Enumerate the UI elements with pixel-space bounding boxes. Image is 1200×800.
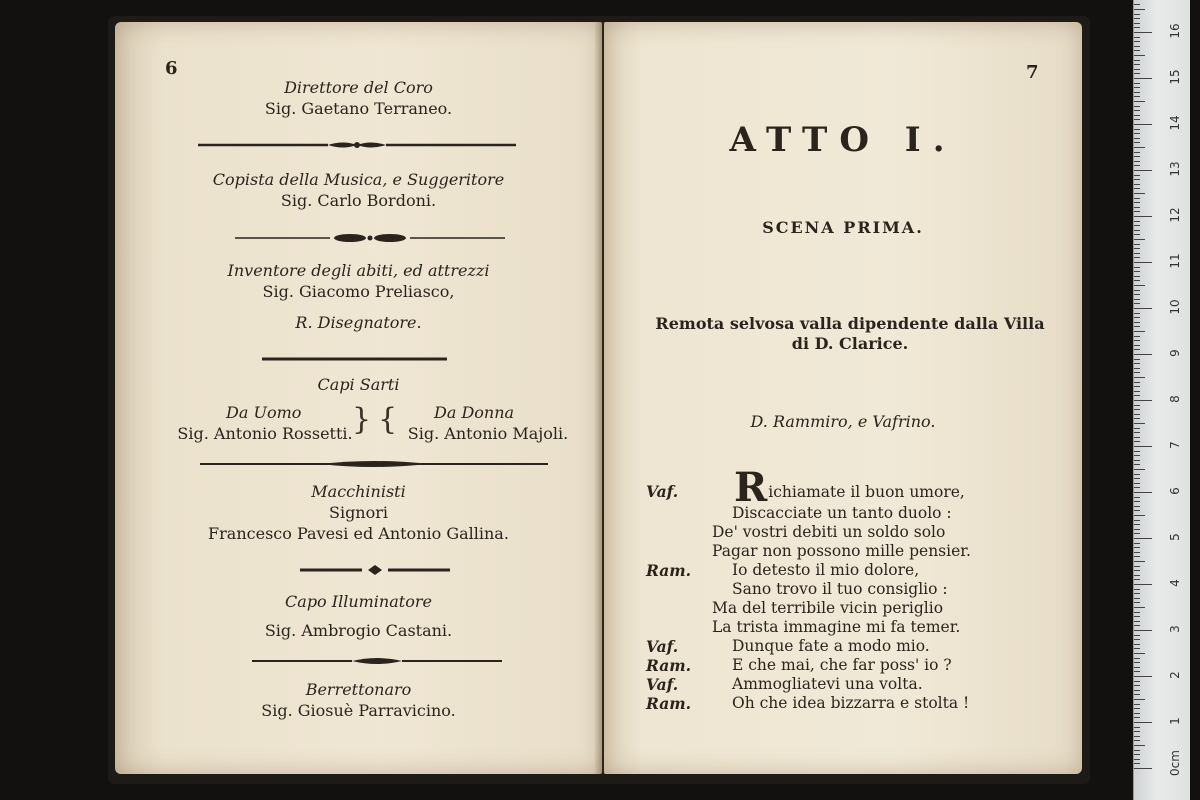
ruler-tick xyxy=(1134,138,1140,139)
credit-subhead: Signori xyxy=(328,503,389,522)
ruler-number: 8 xyxy=(1168,395,1182,403)
credit-name: Sig. Carlo Bordoni. xyxy=(280,191,437,210)
speaker-label: Vaf. xyxy=(646,637,679,656)
ruler-tick xyxy=(1134,188,1140,189)
ruler-number: 3 xyxy=(1168,625,1182,633)
ruler-tick xyxy=(1134,418,1140,419)
verse-rest: ichiamate il buon umore, xyxy=(768,483,965,501)
ruler-tick xyxy=(1134,382,1140,383)
credit-berrettonaro xyxy=(115,680,602,720)
verse-text: Pagar non possono mille pensier. xyxy=(712,542,971,560)
ruler-tick xyxy=(1134,359,1140,360)
ruler-tick xyxy=(1134,694,1140,695)
credit-role: Inventore degli abiti, ed attrezzi xyxy=(227,261,490,280)
ornamental-rule xyxy=(252,656,502,666)
ruler-tick xyxy=(1134,285,1145,286)
ruler-tick xyxy=(1134,9,1145,10)
scene-setting xyxy=(640,314,1060,354)
brace-right: } xyxy=(352,402,372,437)
ruler-number: 13 xyxy=(1168,161,1182,177)
ruler-tick xyxy=(1134,271,1140,272)
plain-rule xyxy=(262,354,447,364)
ruler-tick xyxy=(1134,533,1140,534)
credit-role: Da Uomo xyxy=(226,403,302,422)
ruler-tick xyxy=(1134,662,1140,663)
ruler-tick xyxy=(1134,239,1145,240)
ruler-tick xyxy=(1134,405,1140,406)
ruler-tick xyxy=(1134,621,1140,622)
ruler-number: 4 xyxy=(1168,579,1182,587)
ruler-tick xyxy=(1134,147,1145,148)
ruler-tick xyxy=(1134,423,1145,424)
ruler-tick xyxy=(1134,731,1140,732)
ruler-tick xyxy=(1134,552,1140,553)
ruler-tick xyxy=(1134,750,1140,751)
credit-role: Copista della Musica, e Suggeritore xyxy=(212,170,505,189)
setting-line: di D. Clarice. xyxy=(791,334,909,353)
ruler-tick xyxy=(1134,740,1140,741)
ruler-tick xyxy=(1134,437,1140,438)
credit-copista xyxy=(115,170,602,210)
verse-text: Sano trovo il tuo consiglio : xyxy=(732,580,948,598)
ruler-tick xyxy=(1134,106,1140,107)
ruler-number: 16 xyxy=(1168,23,1182,39)
ruler-tick xyxy=(1134,336,1140,337)
ruler-tick xyxy=(1134,184,1140,185)
ornamental-rule xyxy=(198,140,516,150)
dialogue-line xyxy=(646,599,1066,618)
ruler-tick xyxy=(1134,225,1140,226)
ruler-tick xyxy=(1134,276,1140,277)
ruler-tick xyxy=(1134,593,1140,594)
section-heading: Capi Sarti xyxy=(317,375,400,394)
ruler-tick xyxy=(1134,639,1140,640)
ruler-tick xyxy=(1134,699,1145,700)
ruler-tick xyxy=(1134,363,1140,364)
ruler-tick xyxy=(1134,625,1140,626)
ruler-tick xyxy=(1134,248,1140,249)
dialogue-line xyxy=(646,504,1066,523)
ruler-tick xyxy=(1134,101,1145,102)
ruler-tick xyxy=(1134,428,1140,429)
ruler-tick xyxy=(1134,510,1140,511)
ruler-tick xyxy=(1134,142,1140,143)
ornamental-rule xyxy=(300,565,450,575)
dialogue-line xyxy=(646,542,1066,561)
ruler-number: 5 xyxy=(1168,533,1182,541)
credit-name: Sig. Giacomo Preliasco, xyxy=(262,282,455,301)
ruler-tick xyxy=(1134,690,1140,691)
ruler-tick xyxy=(1134,244,1140,245)
ruler-number: 9 xyxy=(1168,349,1182,357)
ruler-tick xyxy=(1134,759,1140,760)
capi-sarti-right xyxy=(398,403,578,443)
ruler-tick xyxy=(1134,280,1140,281)
ruler-tick xyxy=(1134,658,1140,659)
ruler-tick xyxy=(1134,308,1152,309)
ruler-tick xyxy=(1134,685,1140,686)
dialogue-line xyxy=(646,618,1066,637)
ruler-tick xyxy=(1134,708,1140,709)
ruler-tick xyxy=(1134,69,1140,70)
ruler-tick xyxy=(1134,290,1140,291)
ruler-tick xyxy=(1134,4,1140,5)
speaker-label: Vaf. xyxy=(646,482,679,501)
ruler-number: 7 xyxy=(1168,441,1182,449)
ruler-tick xyxy=(1134,368,1140,369)
credit-role: Capo Illuminatore xyxy=(285,592,432,611)
scene-characters: D. Rammiro, e Vafrino. xyxy=(750,412,936,431)
ruler-tick xyxy=(1134,193,1145,194)
ruler-tick xyxy=(1134,400,1152,401)
ruler-tick xyxy=(1134,115,1140,116)
drop-cap: R xyxy=(734,464,768,511)
verse-text: Dunque fate a modo mio. xyxy=(732,637,930,655)
ruler-number: 14 xyxy=(1168,115,1182,131)
ruler-tick xyxy=(1134,727,1140,728)
ruler-tick xyxy=(1134,584,1152,585)
ruler-tick xyxy=(1134,451,1140,452)
ruler-tick xyxy=(1134,41,1140,42)
ruler-tick xyxy=(1134,340,1140,341)
speaker-label: Ram. xyxy=(646,694,692,713)
ruler-number: 15 xyxy=(1168,69,1182,85)
ruler-tick xyxy=(1134,497,1140,498)
ruler-tick xyxy=(1134,294,1140,295)
credit-name: Sig. Gaetano Terraneo. xyxy=(264,99,453,118)
left-page-number: 6 xyxy=(165,58,178,79)
ruler-tick xyxy=(1134,602,1140,603)
ruler-tick xyxy=(1134,46,1140,47)
ruler-tick xyxy=(1134,32,1152,33)
ruler-tick xyxy=(1134,538,1152,539)
ruler-tick xyxy=(1134,262,1152,263)
ruler-tick xyxy=(1134,18,1140,19)
ruler-tick xyxy=(1134,446,1152,447)
speaker-label: Vaf. xyxy=(646,675,679,694)
ruler-tick xyxy=(1134,763,1140,764)
ruler-tick xyxy=(1134,529,1140,530)
dialogue-line xyxy=(646,637,1066,656)
ruler-tick xyxy=(1134,55,1145,56)
ruler-tick xyxy=(1134,322,1140,323)
ruler-number: 10 xyxy=(1168,299,1182,315)
ruler-tick xyxy=(1134,234,1140,235)
ruler-tick xyxy=(1134,331,1145,332)
measurement-ruler xyxy=(1133,0,1190,800)
ruler-tick xyxy=(1134,579,1140,580)
ruler-tick xyxy=(1134,165,1140,166)
capi-sarti-left xyxy=(170,403,360,443)
ruler-tick xyxy=(1134,87,1140,88)
credit-macchinisti xyxy=(115,482,602,543)
dialogue-line xyxy=(646,561,1066,580)
ruler-tick xyxy=(1134,483,1140,484)
ruler-tick xyxy=(1134,110,1140,111)
speaker-label: Ram. xyxy=(646,656,692,675)
ruler-tick xyxy=(1134,78,1152,79)
ruler-tick xyxy=(1134,202,1140,203)
ruler-tick xyxy=(1134,754,1140,755)
ruler-tick xyxy=(1134,722,1152,723)
ruler-tick xyxy=(1134,207,1140,208)
ruler-tick xyxy=(1134,253,1140,254)
ruler-tick xyxy=(1134,455,1140,456)
ruler-tick xyxy=(1134,648,1140,649)
ruler-tick xyxy=(1134,161,1140,162)
credit-inventore xyxy=(115,261,602,332)
ruler-tick xyxy=(1134,23,1140,24)
credit-name: Francesco Pavesi ed Antonio Gallina. xyxy=(208,524,509,543)
ruler-tick xyxy=(1134,211,1140,212)
act-title: ATTO I. xyxy=(729,120,957,160)
ruler-tick xyxy=(1134,717,1140,718)
ruler-tick xyxy=(1134,667,1140,668)
ruler-tick xyxy=(1134,27,1140,28)
verse-text: Discacciate un tanto duolo : xyxy=(732,504,952,522)
ruler-tick xyxy=(1134,515,1145,516)
ruler-tick xyxy=(1134,96,1140,97)
ruler-tick xyxy=(1134,653,1145,654)
ruler-tick xyxy=(1134,175,1140,176)
ruler-tick xyxy=(1134,704,1140,705)
scene-title: SCENA PRIMA. xyxy=(762,218,924,237)
setting-line: Remota selvosa valla dipendente dalla Villa xyxy=(655,314,1045,333)
ruler-tick xyxy=(1134,469,1145,470)
ruler-tick xyxy=(1134,372,1140,373)
ruler-tick xyxy=(1134,432,1140,433)
ruler-number: 2 xyxy=(1168,671,1182,679)
brace-left: { xyxy=(378,402,398,437)
ruler-tick xyxy=(1134,547,1140,548)
ruler-tick xyxy=(1134,152,1140,153)
verse-text: Oh che idea bizzarra e stolta ! xyxy=(732,694,970,712)
ruler-tick xyxy=(1134,377,1145,378)
ruler-tick xyxy=(1134,156,1140,157)
ruler-tick xyxy=(1134,221,1140,222)
verse-text: Io detesto il mio dolore, xyxy=(732,561,920,579)
ruler-tick xyxy=(1134,635,1140,636)
credit-title: R. Disegnatore. xyxy=(295,313,422,332)
ruler-tick xyxy=(1134,124,1152,125)
credit-name: Sig. Antonio Rossetti. xyxy=(177,424,353,443)
credit-role: Da Donna xyxy=(434,403,515,422)
ruler-tick xyxy=(1134,326,1140,327)
credit-name: Sig. Antonio Majoli. xyxy=(407,424,569,443)
ruler-tick xyxy=(1134,50,1140,51)
ornamental-rule xyxy=(235,233,505,243)
ruler-tick xyxy=(1134,616,1140,617)
verse-text: E che mai, che far poss' io ? xyxy=(732,656,952,674)
ruler-tick xyxy=(1134,681,1140,682)
ruler-tick xyxy=(1134,345,1140,346)
credit-name: Sig. Giosuè Parravicino. xyxy=(261,701,456,720)
ruler-tick xyxy=(1134,713,1140,714)
ruler-tick xyxy=(1134,395,1140,396)
ruler-tick xyxy=(1134,129,1140,130)
credit-role: Direttore del Coro xyxy=(284,78,433,97)
capi-sarti-heading xyxy=(115,375,602,394)
ruler-tick xyxy=(1134,671,1140,672)
ruler-tick xyxy=(1134,64,1140,65)
verse-text: La trista immagine mi fa temer. xyxy=(712,618,961,636)
ruler-tick xyxy=(1134,133,1140,134)
ruler-tick xyxy=(1134,630,1152,631)
speaker-label: Ram. xyxy=(646,561,692,580)
ruler-tick xyxy=(1134,414,1140,415)
ruler-tick xyxy=(1134,598,1140,599)
credit-name: Sig. Ambrogio Castani. xyxy=(264,621,453,640)
verse-text: Ma del terribile vicin periglio xyxy=(712,599,944,617)
ruler-tick xyxy=(1134,644,1140,645)
ruler-tick xyxy=(1134,524,1140,525)
ruler-tick xyxy=(1134,230,1140,231)
ruler-tick xyxy=(1134,506,1140,507)
verse-text: Ammogliatevi una volta. xyxy=(732,675,923,693)
verse-text: De' vostri debiti un soldo solo xyxy=(712,523,946,541)
ruler-tick xyxy=(1134,736,1140,737)
ruler-tick xyxy=(1134,37,1140,38)
ruler-tick xyxy=(1134,520,1140,521)
ruler-tick xyxy=(1134,83,1140,84)
right-page-number: 7 xyxy=(1026,62,1039,83)
verse-text xyxy=(734,464,965,511)
dialogue-line xyxy=(646,694,1066,713)
dialogue-line xyxy=(646,464,1066,511)
ruler-tick xyxy=(1134,575,1140,576)
ruler-tick xyxy=(1134,478,1140,479)
ruler-number: 1 xyxy=(1168,717,1182,725)
dialogue-line xyxy=(646,523,1066,542)
ruler-tick xyxy=(1134,73,1140,74)
ruler-tick xyxy=(1134,299,1140,300)
ruler-tick xyxy=(1134,257,1140,258)
ruler-tick xyxy=(1134,354,1152,355)
ruler-tick xyxy=(1134,745,1145,746)
dialogue-block xyxy=(646,464,1066,713)
ruler-tick xyxy=(1134,92,1140,93)
ruler-number: 6 xyxy=(1168,487,1182,495)
ruler-tick xyxy=(1134,317,1140,318)
ruler-tick xyxy=(1134,474,1140,475)
ruler-tick xyxy=(1134,409,1140,410)
ruler-tick xyxy=(1134,556,1140,557)
ruler-tick xyxy=(1134,460,1140,461)
ruler-tick xyxy=(1134,303,1140,304)
ruler-tick xyxy=(1134,566,1140,567)
credit-role: Berrettonaro xyxy=(305,680,412,699)
ornamental-rule xyxy=(200,459,548,469)
ruler-tick xyxy=(1134,492,1152,493)
ruler-tick xyxy=(1134,60,1140,61)
ruler-number: 0cm xyxy=(1168,750,1182,776)
ruler-tick xyxy=(1134,14,1140,15)
credit-coro xyxy=(115,78,602,118)
ruler-tick xyxy=(1134,464,1140,465)
ruler-number: 11 xyxy=(1168,253,1182,269)
ruler-tick xyxy=(1134,216,1152,217)
ruler-tick xyxy=(1134,612,1140,613)
ruler-tick xyxy=(1134,313,1140,314)
ruler-tick xyxy=(1134,607,1145,608)
credit-role: Macchinisti xyxy=(311,482,406,501)
ruler-tick xyxy=(1134,589,1140,590)
ruler-tick xyxy=(1134,170,1152,171)
dialogue-line xyxy=(646,656,1066,675)
ruler-tick xyxy=(1134,267,1140,268)
ruler-tick xyxy=(1134,391,1140,392)
ruler-tick xyxy=(1134,543,1140,544)
ruler-tick xyxy=(1134,349,1140,350)
ruler-tick xyxy=(1134,676,1152,677)
ruler-tick xyxy=(1134,768,1152,769)
ruler-tick xyxy=(1134,487,1140,488)
ruler-tick xyxy=(1134,179,1140,180)
ruler-tick xyxy=(1134,119,1140,120)
dialogue-line xyxy=(646,675,1066,694)
ruler-tick xyxy=(1134,198,1140,199)
ruler-tick xyxy=(1134,386,1140,387)
ruler-number: 12 xyxy=(1168,207,1182,223)
dialogue-line xyxy=(646,580,1066,599)
ruler-tick xyxy=(1134,501,1140,502)
ruler-tick xyxy=(1134,441,1140,442)
ruler-tick xyxy=(1134,570,1140,571)
credit-illuminatore xyxy=(115,592,602,640)
ruler-tick xyxy=(1134,561,1145,562)
